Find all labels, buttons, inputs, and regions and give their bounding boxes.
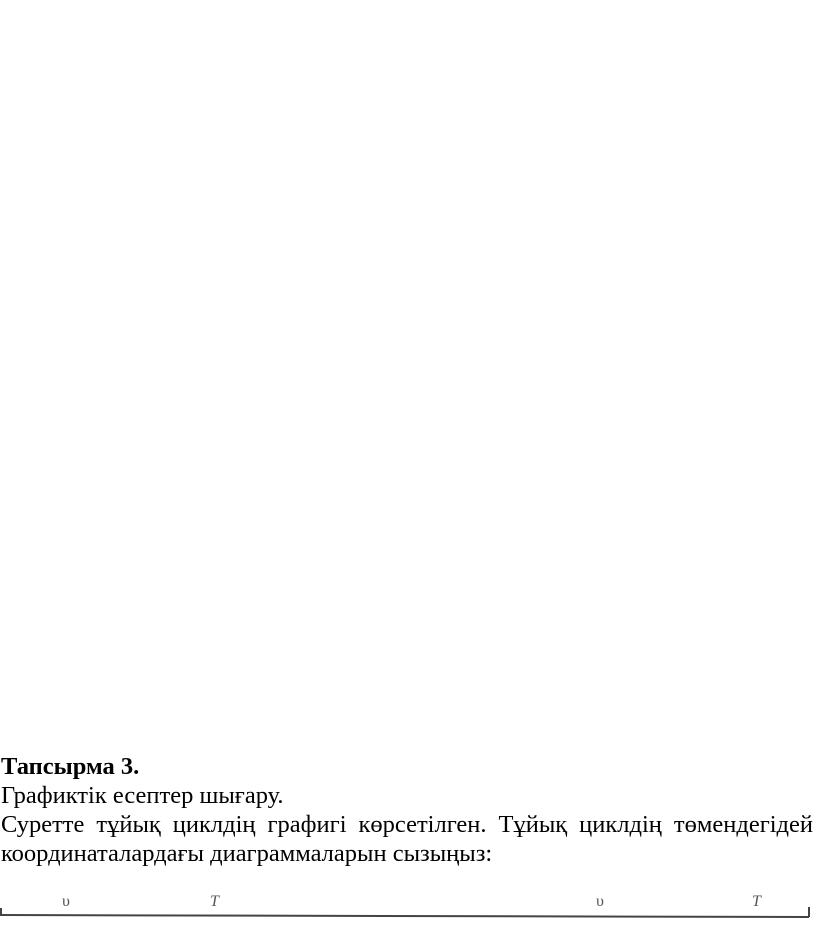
figure-axis-label-4: Т [752, 893, 761, 910]
task-heading: Тапсырма 3. [1, 753, 140, 780]
figure-axes-strip [0, 890, 816, 927]
figure-axis-label-2: Т [210, 893, 219, 910]
task-section [1, 752, 813, 868]
task-paragraph [1, 810, 813, 868]
task-subtitle: Графиктік есептер шығару. [1, 782, 284, 809]
figure-axis-label-3: υ [596, 893, 604, 910]
task-paragraph-line-1: Суретте тұйық циклдің графигі көрсетілген. Тұйық циклдің [1, 811, 662, 838]
task-paragraph-line-2: төмендегідей координаталардағы диаграммаларын сызыңыз: [1, 811, 813, 867]
figure-axis-line [0, 915, 809, 917]
figure-axis-label-1: υ [62, 893, 70, 910]
figure-axes-svg [0, 890, 816, 927]
